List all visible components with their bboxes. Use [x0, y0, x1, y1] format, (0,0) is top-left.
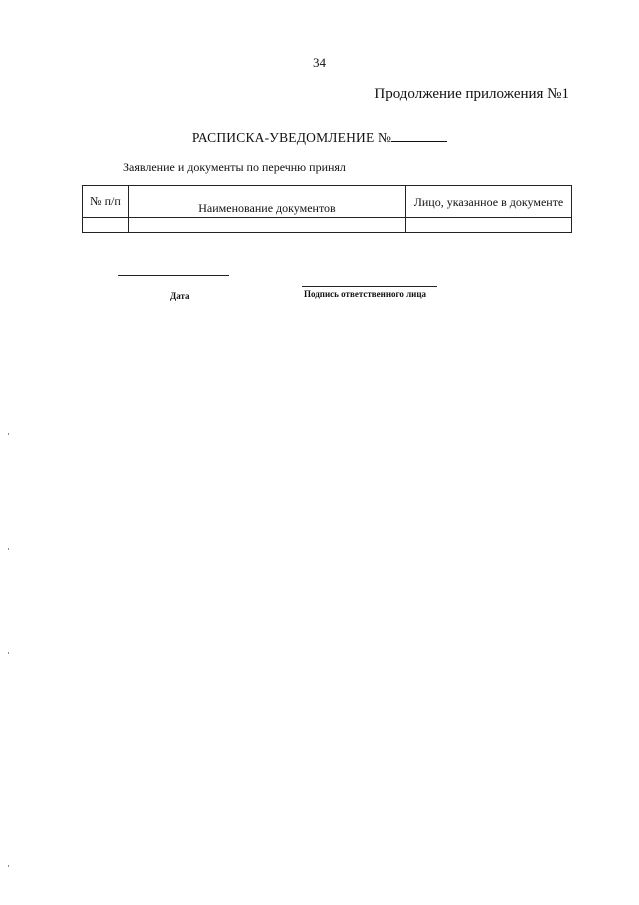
signature-line: [302, 286, 437, 287]
header-document-name: Наименование документов: [129, 186, 406, 218]
signature-caption: Подпись ответственного лица: [304, 289, 427, 299]
scan-speck: [8, 433, 9, 435]
receipt-number-blank: [391, 131, 447, 142]
date-caption: Дата: [170, 291, 190, 301]
appendix-continuation: Продолжение приложения №1: [374, 86, 569, 102]
cell-number: [83, 218, 129, 233]
cell-person: [406, 218, 572, 233]
scan-speck: [8, 652, 9, 654]
documents-table: [82, 185, 572, 233]
table-row: [83, 218, 572, 233]
page-number: 34: [313, 55, 326, 70]
cell-document-name: [129, 218, 406, 233]
header-number: № п/п: [83, 186, 129, 218]
date-line: [118, 275, 229, 276]
intro-text: Заявление и документы по перечню принял: [123, 160, 346, 174]
scan-speck: [8, 865, 9, 867]
table-header-row: [83, 186, 572, 218]
document-title-text: РАСПИСКА-УВЕДОМЛЕНИЕ №: [191, 130, 392, 145]
document-title: [0, 130, 639, 146]
header-person: Лицо, указанное в документе: [406, 186, 572, 218]
scan-speck: [8, 548, 9, 550]
